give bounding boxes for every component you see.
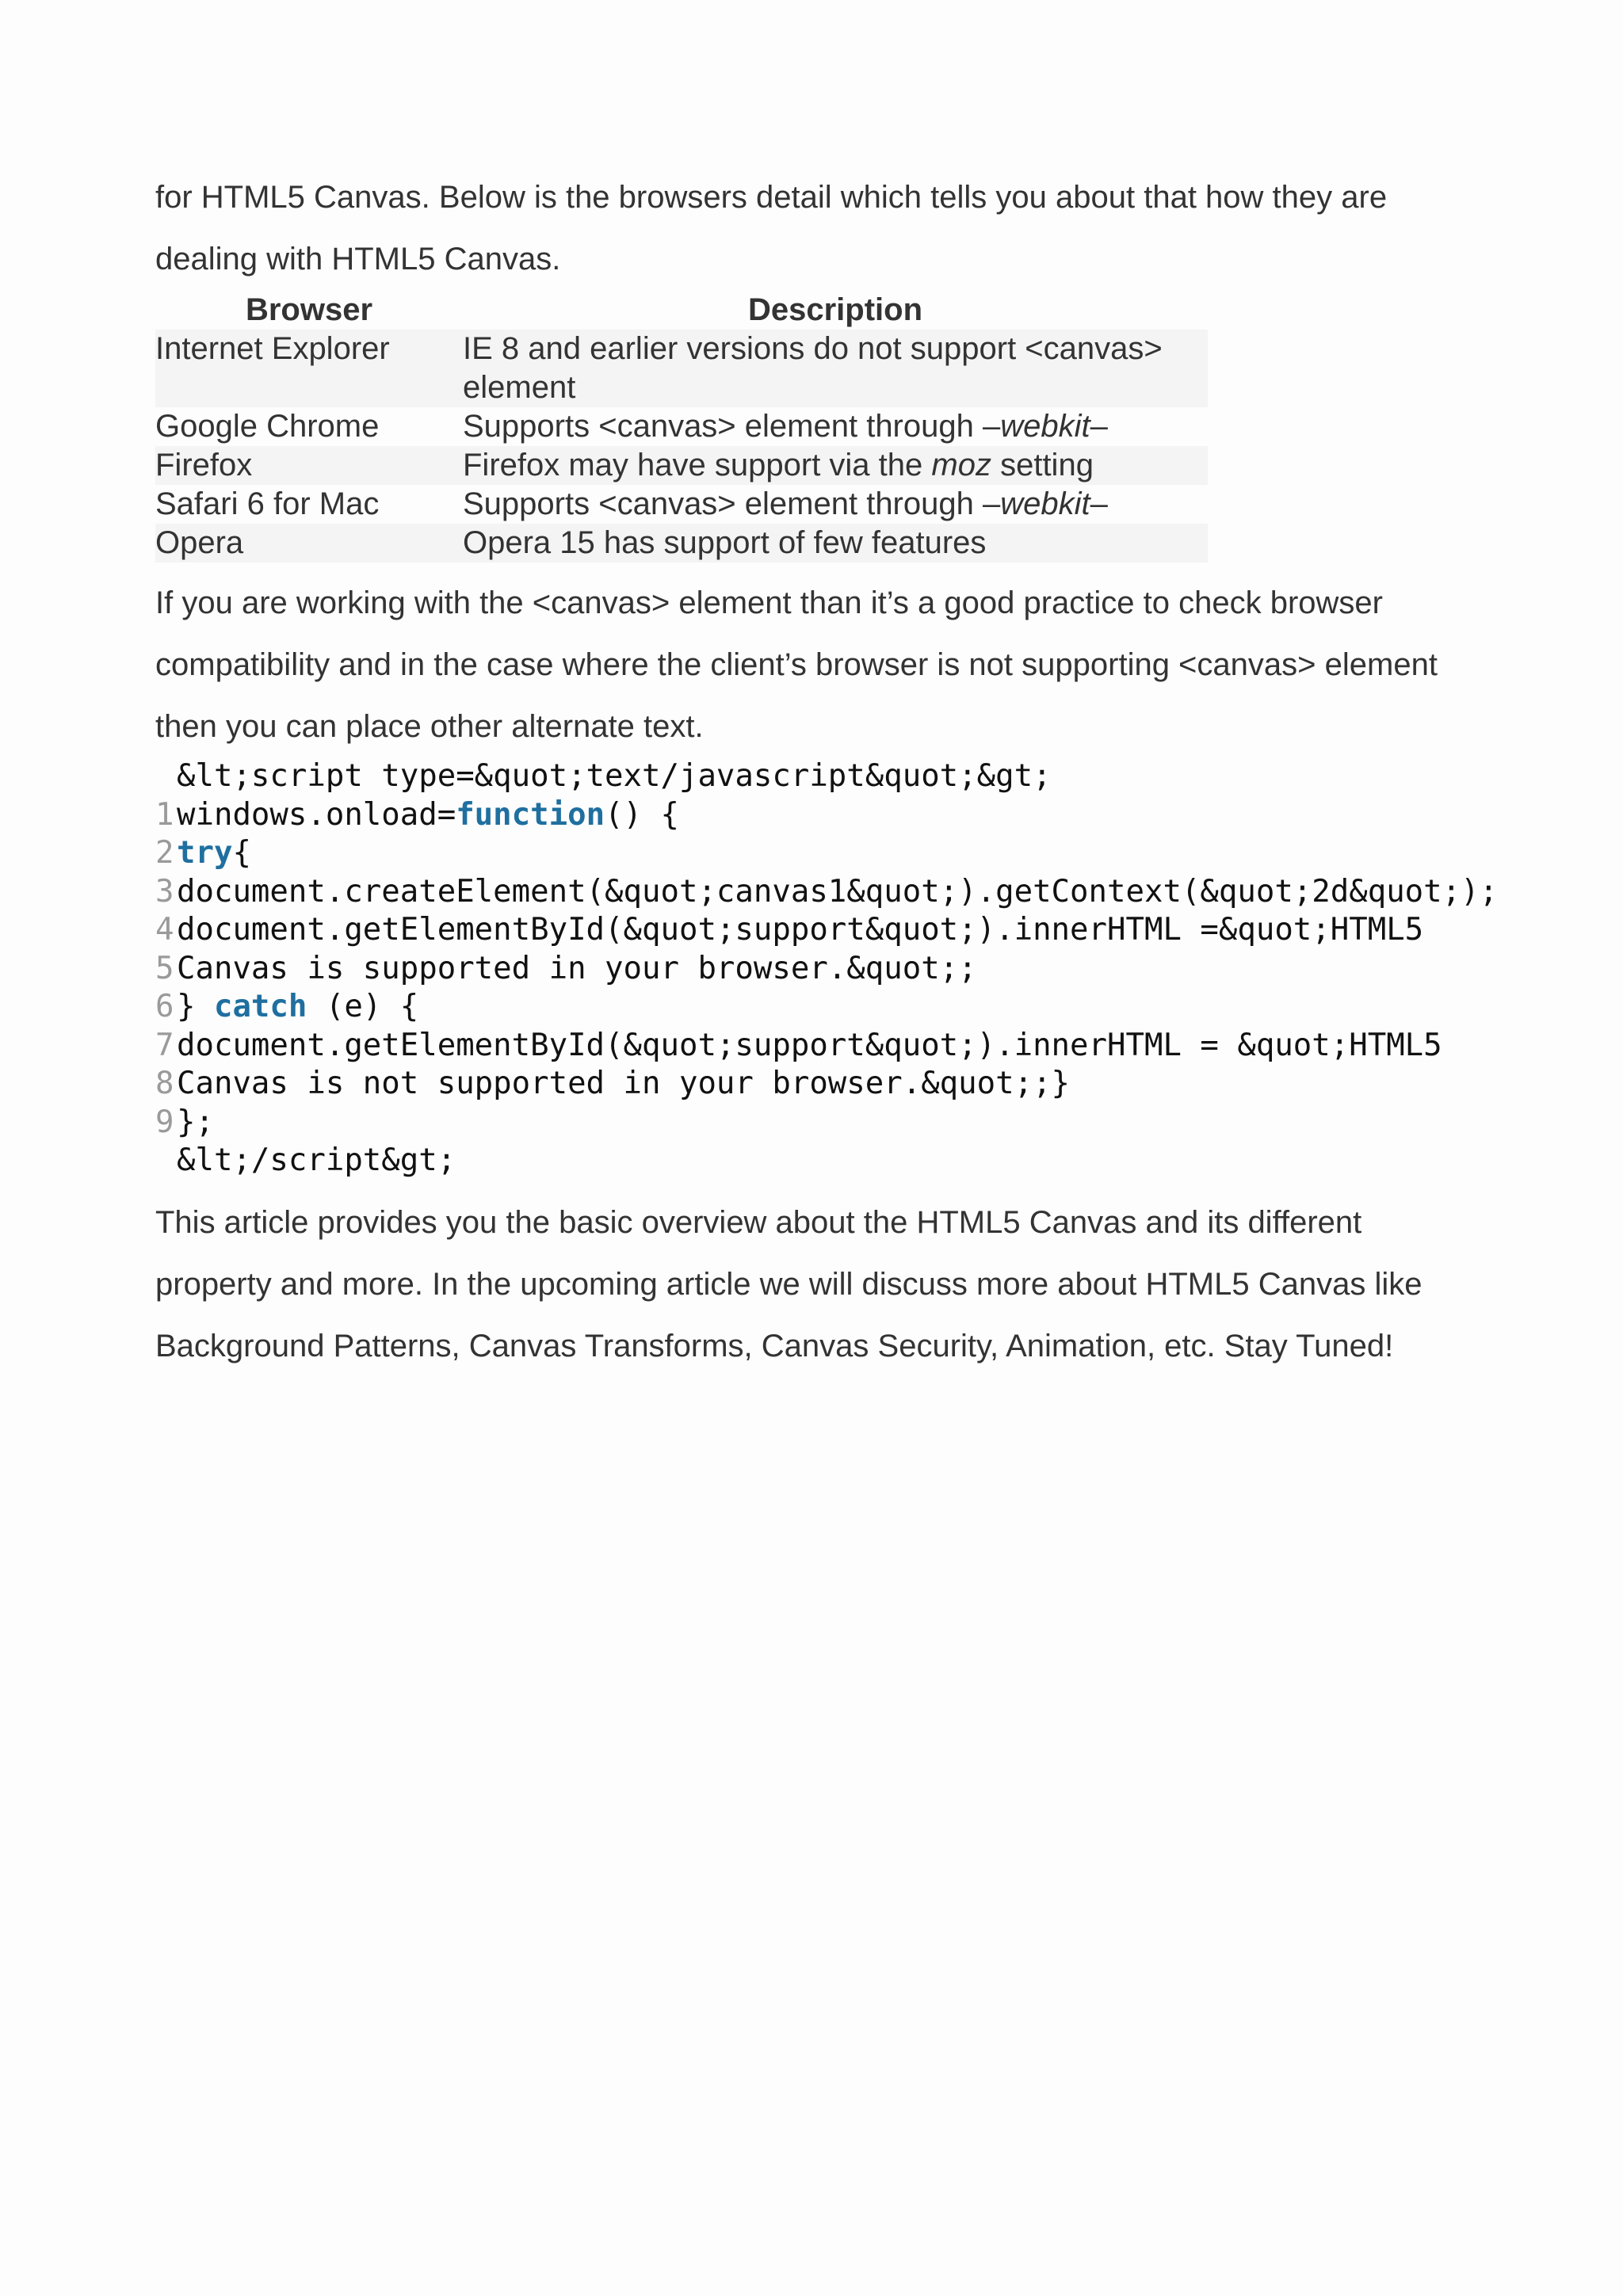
compatibility-paragraph xyxy=(155,572,1471,757)
code-close-tag: &lt;/script&gt; xyxy=(177,1142,456,1178)
browser-cell: Opera xyxy=(155,524,463,563)
intro-line-2: dealing with HTML5 Canvas. xyxy=(155,242,561,277)
code-text: Canvas is supported in your browser.&quot;; xyxy=(177,950,977,986)
description-cell xyxy=(463,407,1208,446)
article-body xyxy=(155,166,1499,1377)
code-text: windows.onload= xyxy=(177,796,456,833)
description-text: Supports <canvas> element through – xyxy=(463,409,1001,444)
line-number: 9 xyxy=(155,1104,174,1140)
table-row xyxy=(155,524,1208,563)
code-keyword: function xyxy=(456,796,605,833)
line-number: 4 xyxy=(155,912,174,948)
line-number: 2 xyxy=(155,835,174,871)
compat-line-1: If you are working with the <canvas> element than it’s a good practice to check browser xyxy=(155,585,1383,620)
code-block xyxy=(155,757,1499,1180)
header-browser: Browser xyxy=(245,292,373,327)
line-number: 3 xyxy=(155,873,174,910)
description-emphasis: webkit xyxy=(1000,409,1090,444)
table-row xyxy=(155,446,1208,485)
description-emphasis: moz xyxy=(931,448,991,482)
description-cell: Opera 15 has support of few features xyxy=(463,524,1208,563)
code-text: document.getElementById(&quot;support&quot;).innerHTML =&quot;HTML5 xyxy=(177,912,1424,948)
closing-line-1: This article provides you the basic overview about the HTML5 Canvas and its different xyxy=(155,1204,1362,1240)
description-cell xyxy=(463,446,1208,485)
code-text-end: (e) { xyxy=(307,989,419,1024)
intro-paragraph xyxy=(155,166,1471,290)
line-number: 6 xyxy=(155,989,174,1024)
code-text-end: { xyxy=(232,835,251,871)
code-keyword: try xyxy=(177,835,233,871)
description-text-end: – xyxy=(1090,486,1108,521)
header-description: Description xyxy=(747,292,923,327)
table-row xyxy=(155,407,1208,446)
table-row xyxy=(155,330,1208,407)
line-number: 8 xyxy=(155,1066,174,1101)
description-cell: IE 8 and earlier versions do not support <canvas> element xyxy=(463,330,1208,407)
code-text: document.getElementById(&quot;support&quot;).innerHTML = &quot;HTML5 xyxy=(177,1027,1442,1063)
description-cell xyxy=(463,485,1208,524)
compat-line-2: compatibility and in the case where the client’s browser is not supporting <canvas> element xyxy=(155,647,1438,682)
description-text: Firefox may have support via the xyxy=(463,448,932,482)
intro-line-1: for HTML5 Canvas. Below is the browsers detail which tells you about that how they are xyxy=(155,180,1388,215)
table-row xyxy=(155,485,1208,524)
line-number: 1 xyxy=(155,796,174,833)
code-text: Canvas is not supported in your browser.&quot;;} xyxy=(177,1066,1071,1101)
table-header-row xyxy=(155,290,1208,330)
line-number: 7 xyxy=(155,1027,174,1063)
code-text: } xyxy=(177,989,214,1024)
closing-paragraph xyxy=(155,1192,1471,1377)
closing-line-2: property and more. In the upcoming article we will discuss more about HTML5 Canvas like xyxy=(155,1266,1423,1302)
code-text-end: () { xyxy=(605,796,679,833)
compat-line-3: then you can place other alternate text. xyxy=(155,709,704,744)
browser-support-table xyxy=(155,290,1208,563)
line-number: 5 xyxy=(155,950,174,986)
code-text: }; xyxy=(177,1104,214,1140)
description-emphasis: webkit xyxy=(1000,486,1090,521)
browser-cell: Google Chrome xyxy=(155,409,380,444)
browser-cell: Firefox xyxy=(155,446,463,485)
description-text: Supports <canvas> element through – xyxy=(463,486,1001,521)
browser-cell: Safari 6 for Mac xyxy=(155,486,380,521)
description-text-end: – xyxy=(1090,409,1108,444)
code-open-tag: &lt;script type=&quot;text/javascript&quot;&gt; xyxy=(177,758,1052,794)
code-keyword: catch xyxy=(213,989,307,1024)
code-text: document.createElement(&quot;canvas1&quot;).getContext(&quot;2d&quot;); xyxy=(177,873,1499,910)
closing-line-3: Background Patterns, Canvas Transforms, Canvas Security, Animation, etc. Stay Tuned! xyxy=(155,1328,1394,1363)
description-text-end: setting xyxy=(991,448,1094,482)
browser-cell: Internet Explorer xyxy=(155,330,463,407)
